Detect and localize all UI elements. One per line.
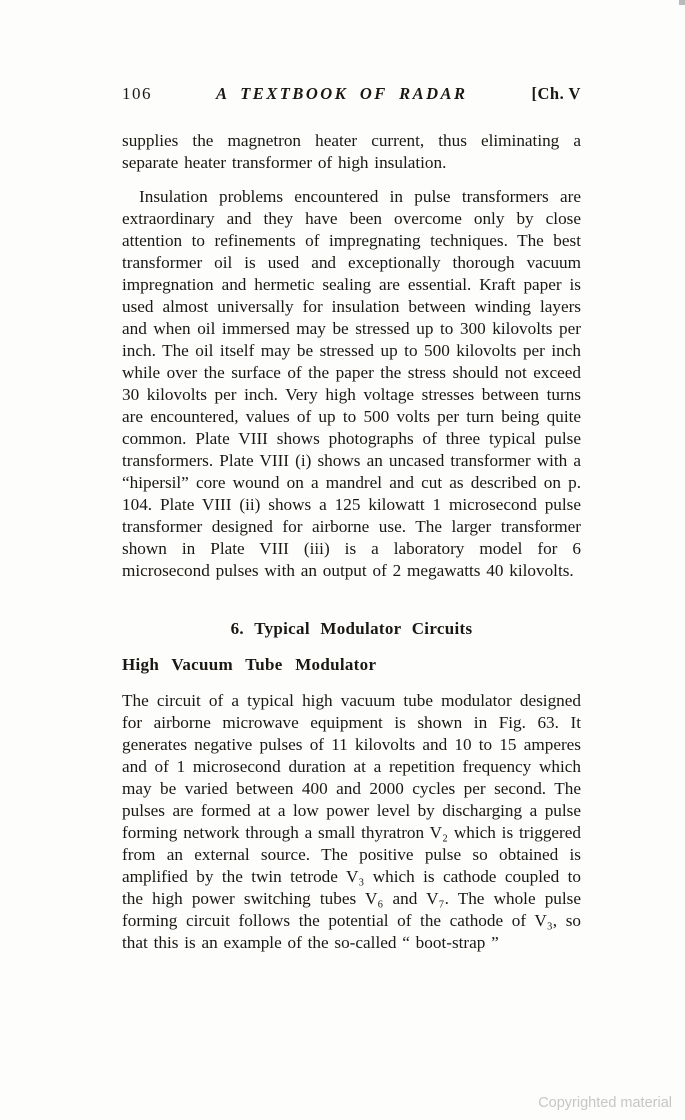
- section-heading: 6. Typical Modulator Circuits: [230, 619, 473, 638]
- paragraph-heater-continuation: supplies the magnetron heater current, thus eliminating a separate heater transformer of high insulation.: [122, 131, 581, 172]
- copyright-watermark: Copyrighted material: [538, 1095, 672, 1111]
- paragraph-insulation: Insulation problems encountered in pulse transformers are extraordinary and they have been overcome only by close attention to refinements of impregnating techniques. The best transformer oil is used and exceptionally thorough vacuum impregnation and hermetic sealing are essential. Kraft paper is used almost universally for insulation between winding layers and when oil immersed may be stressed up to 300 kilovolts per inch. The oil itself may be stressed up to 500 kilovolts per inch while over the surface of the paper the stress should not exceed 30 kilovolts per inch. Very high voltage stresses between turns are encountered, values of up to 500 volts per turn being quite common. Plate VIII shows photographs of three typical pulse transformers. Plate VIII (i) shows an uncased transformer with a “hipersil” core wound on a mandrel and cut as described on p. 104. Plate VIII (ii) shows a 125 kilowatt 1 microsecond pulse transformer designed for airborne use. The larger transformer shown in Plate VIII (iii) is a laboratory model for 6 microsecond pulses with an output of 2 megawatts 40 kilovolts.: [122, 187, 581, 580]
- subsection-heading: High Vacuum Tube Modulator: [122, 655, 377, 674]
- paragraph-modulator-circuit: The circuit of a typical high vacuum tube modulator designed for airborne microwave equipment is shown in Fig. 63. It generates negative pulses of 11 kilovolts and 10 to 15 amperes and of 1 microsecond duration at a repetition frequency which may be varied between 400 and 2000 cycles per second. The pulses are formed at a low power level by discharging a pulse forming network through a small thyratron V₂ which is triggered from an external source. The positive pulse so obtained is amplified by the twin tetrode V₃ which is cathode coupled to the high power switching tubes V₆ and V₇. The whole pulse forming circuit follows the potential of the cathode of V₃, so that this is an example of the so-called “ boot-strap ”: [122, 691, 581, 952]
- page-content: [122, 84, 581, 954]
- running-header: [122, 84, 581, 104]
- page-number: 106: [122, 84, 152, 103]
- scan-artifact: [679, 0, 685, 5]
- chapter-label: [Ch. V: [531, 84, 581, 103]
- running-title: A TEXTBOOK OF RADAR: [215, 84, 468, 103]
